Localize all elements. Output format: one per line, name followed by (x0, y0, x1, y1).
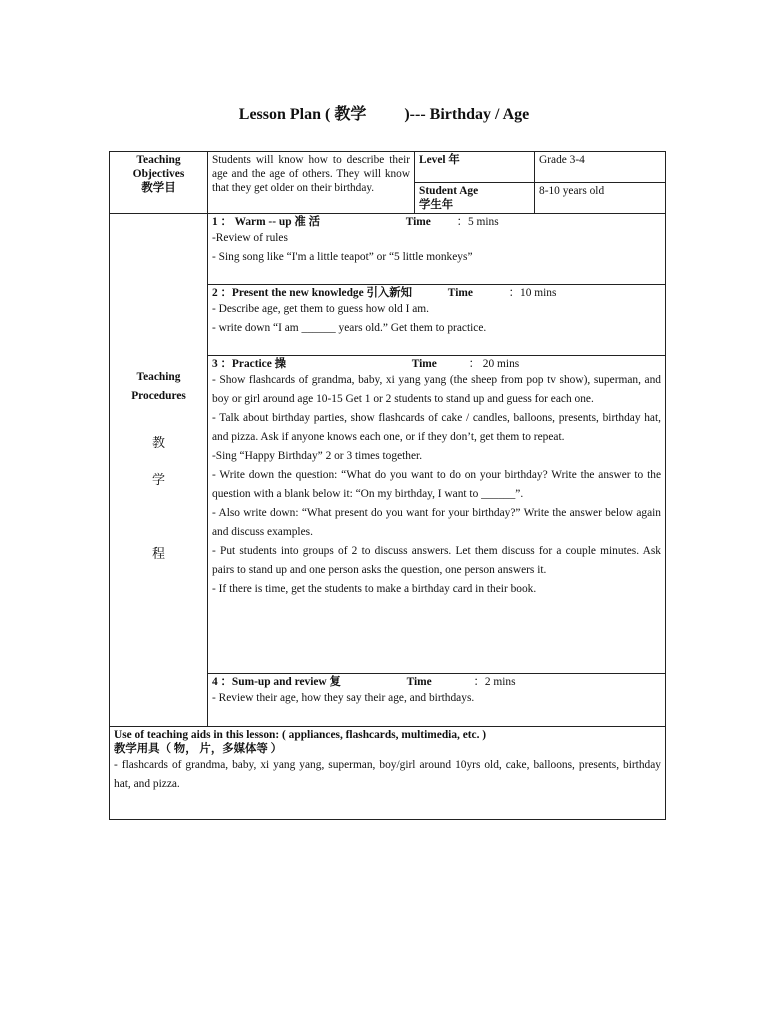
procedures-label-cn-2: 学 (151, 472, 165, 487)
step-time-value: ： 20 mins (468, 358, 520, 370)
step-time-label: Time (405, 216, 431, 228)
step-time-label: Time (411, 358, 437, 370)
aids-label-cn: 教学用具（ 物， 片，多媒体等 ） (114, 743, 283, 755)
step-line: - Show flashcards of grandma, baby, xi yang yang (the sheep from pop tv show), superman, and boy or girl around age 10-15 Get 1 or 2 students to stand up and guess for each one. (212, 374, 661, 405)
step-time-label: Time (406, 676, 432, 688)
objectives-row (110, 152, 666, 183)
objectives-label-en-1: Teaching (136, 154, 181, 166)
level-value: Grade 3-4 (535, 152, 666, 183)
title-right: )--- Birthday / Age (404, 106, 530, 123)
procedures-label-cn-1: 教 (151, 435, 165, 450)
step-warm-up (208, 214, 666, 285)
objectives-label-cell (110, 152, 208, 214)
step-heading (212, 357, 661, 371)
step-line: - Sing song like “I'm a little teapot” or “5 little monkeys” (212, 251, 473, 263)
objectives-label-cn: 教学目 (141, 182, 176, 194)
step-time-value: ：10 mins (508, 287, 557, 299)
step-title: 2 ：Present the new knowledge 引入新知 (212, 287, 413, 299)
student-age-label: Student Age (419, 185, 479, 197)
page-title (0, 101, 768, 124)
step-sum-up (208, 674, 666, 727)
student-age-label-cn: 学生年 (419, 199, 454, 211)
step-line: - Describe age, get them to guess how old I am. (212, 303, 429, 315)
step-line: - Talk about birthday parties, show flashcards of cake / candles, balloons, presents, birthday hat, and pizza. Ask if anyone knows each one, or if they don’t, get them to repeat. (212, 412, 661, 443)
step-time-value: ：2 mins (473, 676, 516, 688)
step-line: - If there is time, get the students to make a birthday card in their book. (212, 583, 537, 595)
procedure-step-row (110, 214, 666, 285)
student-age-label-cell (415, 183, 535, 214)
step-title: 4 ：Sum-up and review 复 (212, 676, 341, 688)
step-heading (212, 286, 661, 300)
student-age-value: 8-10 years old (535, 183, 666, 214)
procedures-label-en-2: Procedures (131, 390, 186, 402)
step-line: -Review of rules (212, 232, 288, 244)
teaching-aids-cell (110, 727, 666, 820)
procedures-label-cell (110, 214, 208, 727)
step-line: - Put students into groups of 2 to discuss answers. Let them discuss for a couple minutes. Ask pairs to stand up and one person asks the question, one person answers it. (212, 545, 661, 576)
lesson-plan-table (109, 151, 666, 820)
step-heading (212, 675, 661, 689)
level-label: Level 年 (415, 152, 535, 183)
aids-row (110, 727, 666, 820)
step-line: -Sing “Happy Birthday” 2 or 3 times together. (212, 450, 423, 462)
objectives-label-en-2: Objectives (132, 168, 185, 180)
step-practice (208, 356, 666, 674)
step-heading (212, 215, 661, 229)
step-time-value: ：5 mins (456, 216, 499, 228)
step-present (208, 285, 666, 356)
aids-text: - flashcards of grandma, baby, xi yang yang, superman, boy/girl around 10yrs old, cake, balloons, presents, birthday hat, and pizza. (114, 759, 661, 790)
step-title: 3 ：Practice 操 (212, 358, 287, 370)
procedures-label-cn-3: 程 (151, 546, 165, 561)
step-line: - Also write down: “What present do you want for your birthday?” Write the answer below again and discuss examples. (212, 507, 661, 538)
step-line: - Write down the question: “What do you want to do on your birthday? Write the answer to the question with a blank below it: “On my birthday, I want to ______”. (212, 469, 661, 500)
procedures-label-en-1: Teaching (136, 371, 181, 383)
title-left: Lesson Plan ( 教学 (238, 106, 367, 123)
step-line: - write down “I am ______ years old.” Get them to practice. (212, 322, 487, 334)
aids-label-en: Use of teaching aids in this lesson: ( appliances, flashcards, multimedia, etc. ) (114, 729, 487, 741)
step-title: 1 ： Warm -- up 准 活 (212, 216, 321, 228)
objectives-text: Students will know how to describe their age and the age of others. They will know that they get older on their birthday. (208, 152, 415, 214)
step-time-label: Time (447, 287, 473, 299)
step-line: - Review their age, how they say their age, and birthdays. (212, 692, 475, 704)
